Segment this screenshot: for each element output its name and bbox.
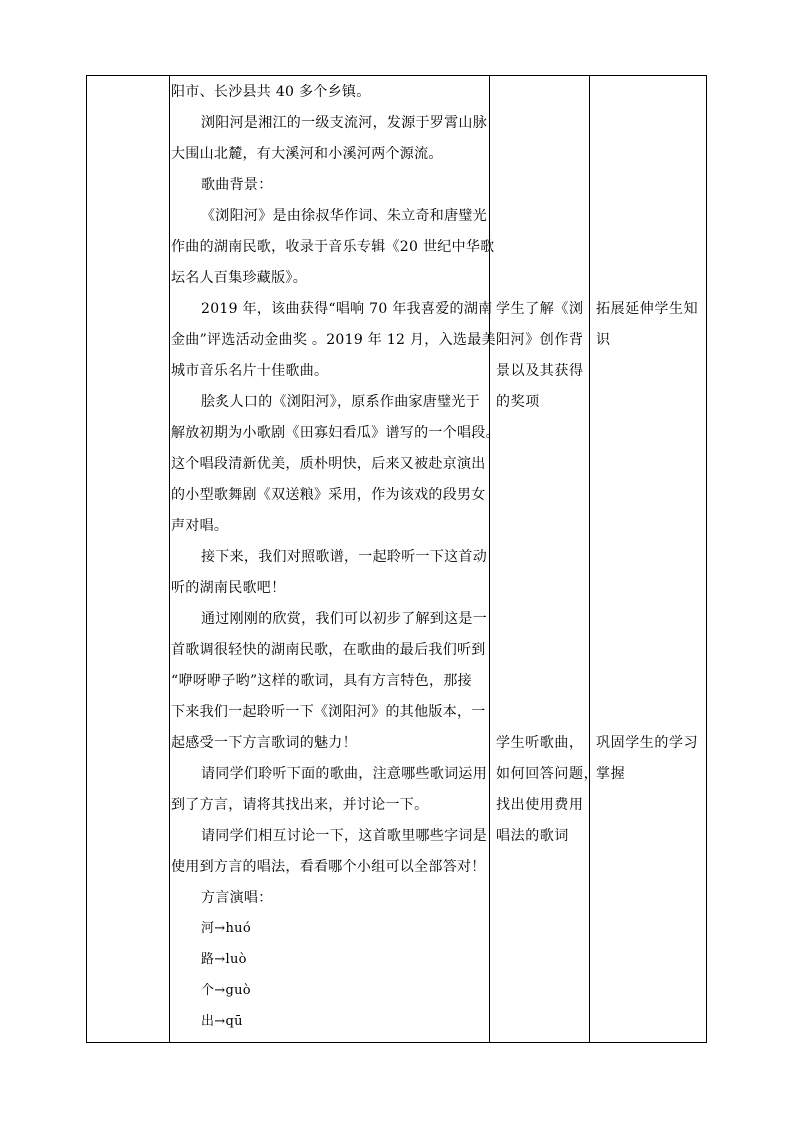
activity-line: 的奖项 [496,394,540,410]
activity-line: 学生听歌曲， [496,735,584,751]
content-line: 声对唱。 [171,518,229,534]
activity-line: 景以及其获得 [496,363,584,379]
content-line: 大围山北麓，有大溪河和小溪河两个源流。 [171,146,443,162]
dialect-item: 出→qū [201,1014,243,1029]
activity-line: 阳河》创作背 [496,332,584,348]
content-line: 这个唱段清新优美，质朴明快，后来又被赴京演出 [171,456,486,472]
content-line: 使用到方言的唱法，看看哪个小组可以全部答对！ [171,859,486,875]
content-line: 接下来，我们对照歌谱，一起聆听一下这首动 [201,549,487,565]
content-line: 阳市、长沙县共 40 多个乡镇。 [171,84,371,100]
content-line: 坛名人百集珍藏版》。 [171,270,307,286]
content-line: 方言演唱： [201,890,273,906]
content-line: 作曲的湖南民歌，收录于音乐专辑《20 世纪中华歌 [171,239,495,255]
intent-line: 识 [596,332,611,348]
dialect-item: 河→huó [201,921,251,936]
intent-line: 掌握 [596,766,626,782]
content-line: 金曲”评选活动金曲奖 。2019 年 12 月，入选最美 [171,332,496,348]
content-line: 《浏阳河》是由徐叔华作词、朱立奇和唐璧光 [201,208,487,224]
content-line: 浏阳河是湘江的一级支流河，发源于罗霄山脉 [201,115,487,131]
activity-line: 学生了解《浏 [496,301,584,317]
content-line: 首歌调很轻快的湖南民歌，在歌曲的最后我们听到 [171,642,486,658]
content-line: “咿呀咿子哟”这样的歌词，具有方言特色，那接 [171,673,472,689]
column-divider-1 [169,75,170,1043]
content-line: 到了方言，请将其找出来，并讨论一下。 [171,797,429,813]
content-line: 脍炙人口的《浏阳河》，原系作曲家唐璧光于 [201,394,480,410]
content-line: 的小型歌舞剧《双送粮》采用，作为该戏的段男女 [171,487,486,503]
activity-line: 唱法的歌词 [496,828,569,844]
content-line: 请同学们相互讨论一下，这首歌里哪些字词是 [201,828,487,844]
column-divider-3 [589,75,590,1043]
content-line: 城市音乐名片十佳歌曲。 [171,363,329,379]
content-line: 请同学们聆听下面的歌曲，注意哪些歌词运用 [201,766,487,782]
content-line: 2019 年，该曲获得“唱响 70 年我喜爱的湖南 [201,301,493,317]
content-line: 听的湖南民歌吧！ [171,580,286,596]
content-line: 歌曲背景： [201,177,273,193]
intent-line: 巩固学生的学习 [596,735,699,751]
content-line: 起感受一下方言歌词的魅力！ [171,735,357,751]
content-line: 解放初期为小歌剧《田寡妇看瓜》谱写的一个唱段。 [171,425,500,441]
intent-line: 拓展延伸学生知 [596,301,699,317]
content-line: 下来我们一起聆听一下《浏阳河》的其他版本，一 [171,704,486,720]
dialect-item: 路→luò [201,952,247,967]
dialect-item: 个→guò [201,983,251,998]
activity-line: 如何回答问题， [496,766,599,782]
activity-line: 找出使用费用 [496,797,584,813]
content-line: 通过刚刚的欣赏，我们可以初步了解到这是一 [201,611,487,627]
column-divider-2 [489,75,490,1043]
